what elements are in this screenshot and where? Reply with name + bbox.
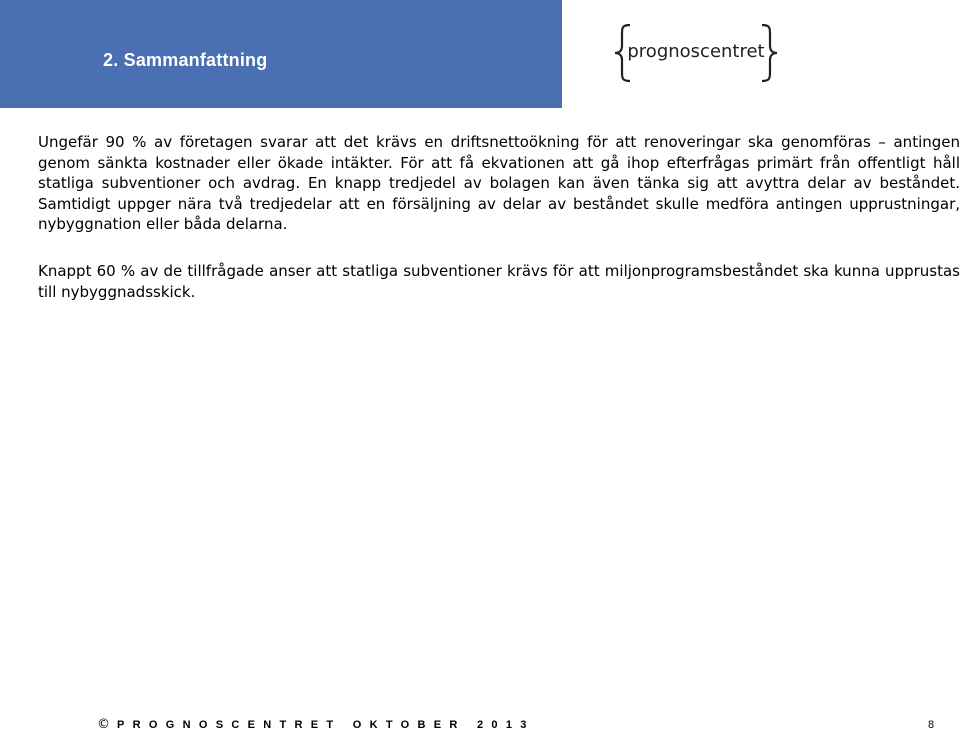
- page-number: 8: [928, 719, 935, 731]
- prognoscentret-logo: [612, 20, 782, 86]
- footer: [0, 716, 960, 736]
- page-title: 2. Sammanfattning: [103, 50, 268, 70]
- logo-graphic: [612, 20, 782, 86]
- summary-paragraph-2: Knappt 60 % av de tillfrågade anser att statliga subventioner krävs för att miljonprogramsbeståndet ska kunna upprustas till nybyggnadsskick.: [38, 262, 960, 301]
- summary-paragraph-1: Ungefär 90 % av företagen svarar att det krävs en driftsnettoökning för att renoveringar ska genomföras – antingen genom sänkta kostnader eller ökade intäkter. För att få ekvationen att gå ihop efterfrågas primärt från offentligt håll statliga subventioner och avdrag. En knapp tredjedel av bolagen kan även tänka sig att avyttra delar av beståndet. Samtidigt uppger nära två tredjedelar att en försäljning av delar av beståndet skulle medföra antingen upprustningar, nybyggnation eller båda delarna.: [38, 133, 960, 233]
- svg-text:prognoscentret: prognoscentret: [627, 41, 765, 62]
- header-band: [0, 0, 562, 108]
- copyright-icon: ©: [97, 717, 110, 732]
- footer-text: PROGNOSCENTRET OKTOBER 2013: [117, 719, 535, 731]
